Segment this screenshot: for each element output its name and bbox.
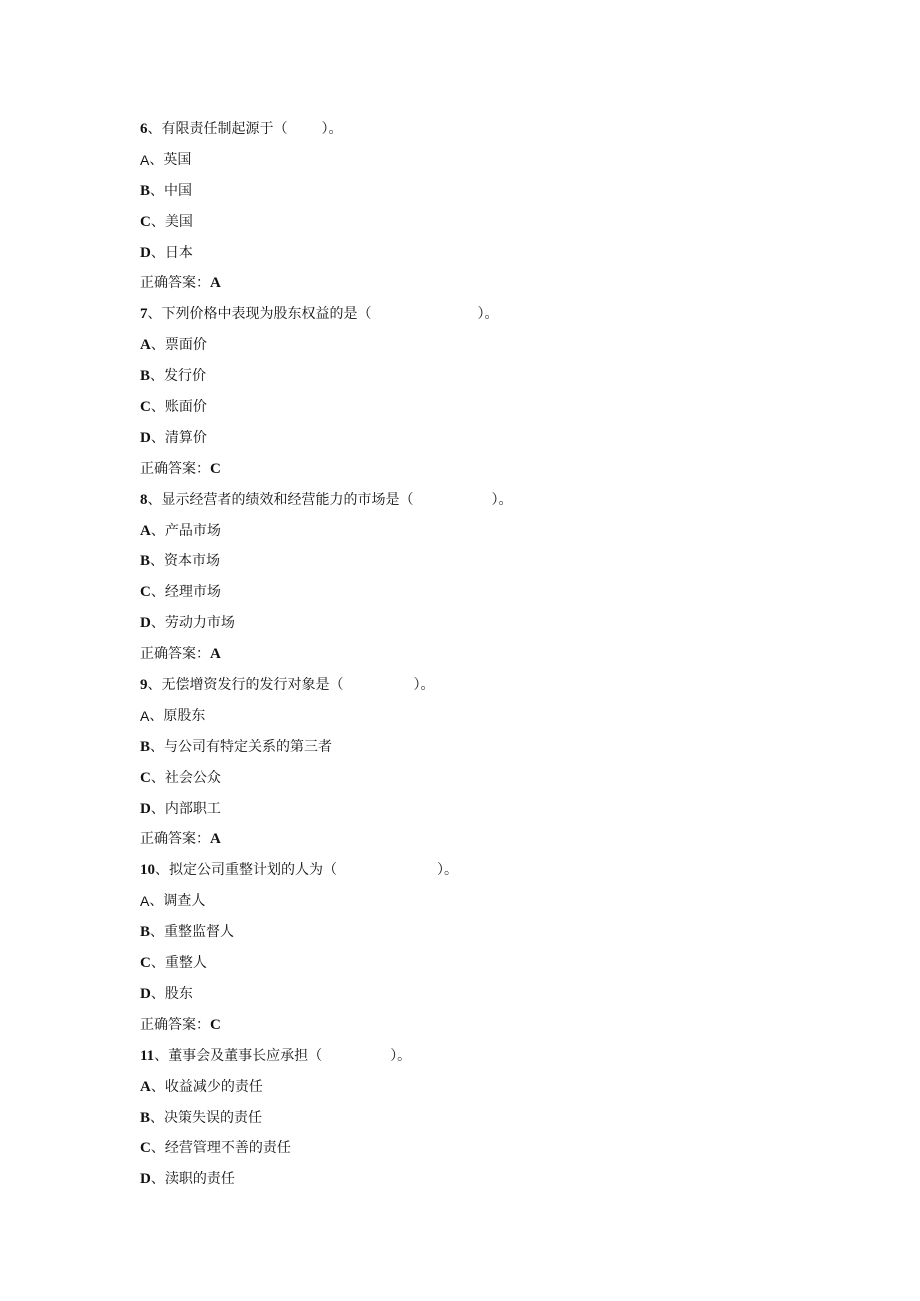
option-text: 、清算价 (150, 429, 207, 446)
option-letter: D (140, 244, 151, 261)
question-close: ）。 (321, 121, 343, 137)
option-text: 、发行价 (150, 368, 207, 385)
option-d (140, 423, 840, 454)
correct-answer (140, 824, 840, 855)
option-letter: D (140, 985, 151, 1002)
option-letter: C (140, 769, 151, 786)
option-text: 、重整监督人 (150, 924, 235, 941)
option-letter: D (140, 429, 151, 446)
option-letter: A (140, 151, 150, 168)
option-a (140, 145, 840, 176)
option-text: 、日本 (150, 244, 193, 261)
question-stem (140, 114, 840, 145)
correct-answer (140, 1010, 840, 1041)
question-stem (140, 855, 840, 886)
option-text: 、决策失误的责任 (150, 1109, 263, 1126)
option-text: 、产品市场 (150, 522, 221, 539)
option-letter: B (140, 738, 151, 755)
question-stem (140, 485, 840, 516)
option-a (140, 330, 840, 361)
option-c (140, 763, 840, 794)
option-letter: D (140, 800, 151, 817)
question-number: 8 (140, 491, 148, 508)
question-separator: 、 (147, 677, 162, 694)
answer-value: A (210, 646, 221, 663)
option-text: 、收益减少的责任 (150, 1078, 263, 1095)
question-text: 下列价格中表现为股东权益的是（ (161, 306, 372, 323)
option-text: 、账面价 (150, 399, 207, 416)
option-letter: C (140, 1140, 151, 1157)
option-b (140, 361, 840, 392)
option-letter: D (140, 1171, 151, 1188)
question-separator: 、 (147, 121, 162, 137)
question-separator: 、 (147, 491, 162, 508)
option-text: 、英国 (149, 151, 192, 168)
option-letter: B (140, 553, 151, 570)
question-text: 显示经营者的绩效和经营能力的市场是（ (161, 491, 414, 508)
answer-label: 正确答案： (140, 831, 210, 848)
question-number: 11 (140, 1047, 155, 1064)
option-b (140, 176, 840, 207)
answer-value: C (210, 460, 221, 477)
option-c (140, 1133, 840, 1164)
option-b (140, 917, 840, 948)
option-text: 、美国 (150, 213, 193, 230)
question-close: ）。 (477, 306, 499, 323)
question-close: ）。 (491, 491, 513, 508)
option-text: 、原股东 (149, 707, 206, 724)
option-c (140, 948, 840, 979)
question-separator: 、 (154, 1047, 169, 1064)
option-d (140, 979, 840, 1010)
answer-label: 正确答案： (140, 460, 210, 477)
answer-label: 正确答案： (140, 646, 210, 663)
option-c (140, 577, 840, 608)
question-stem (140, 670, 840, 701)
option-text: 、票面价 (150, 337, 207, 354)
option-text: 、与公司有特定关系的第三者 (150, 738, 333, 755)
answer-value: A (210, 831, 221, 848)
question-close: ）。 (437, 862, 458, 879)
correct-answer (140, 268, 840, 299)
question-text: 有限责任制起源于（ (161, 121, 288, 137)
answer-value: C (210, 1016, 221, 1033)
option-text: 、经营管理不善的责任 (150, 1140, 291, 1157)
option-letter: A (140, 893, 150, 910)
question-separator: 、 (155, 862, 169, 879)
option-a (140, 701, 840, 732)
option-letter: C (140, 584, 151, 601)
question-text: 拟定公司重整计划的人为（ (169, 862, 337, 879)
question-list (140, 114, 840, 1195)
option-letter: B (140, 182, 151, 199)
option-d (140, 794, 840, 825)
option-text: 、经理市场 (150, 584, 221, 601)
option-text: 、渎职的责任 (150, 1171, 235, 1188)
option-letter: B (140, 368, 151, 385)
option-letter: A (140, 707, 150, 724)
option-d (140, 1164, 840, 1195)
answer-label: 正确答案： (140, 275, 210, 292)
option-a (140, 1072, 840, 1103)
question-separator: 、 (147, 306, 162, 323)
option-d (140, 238, 840, 269)
option-text: 、社会公众 (150, 769, 221, 786)
answer-label: 正确答案： (140, 1016, 210, 1033)
option-a (140, 516, 840, 547)
option-text: 、股东 (150, 985, 193, 1002)
question-number: 7 (140, 306, 148, 323)
option-text: 、重整人 (150, 955, 207, 972)
option-text: 、中国 (150, 182, 193, 199)
option-text: 、资本市场 (150, 553, 221, 570)
question-close: ）。 (413, 677, 435, 694)
option-c (140, 207, 840, 238)
option-d (140, 608, 840, 639)
question-text: 无偿增资发行的发行对象是（ (161, 677, 344, 694)
option-letter: C (140, 955, 151, 972)
option-c (140, 392, 840, 423)
option-b (140, 1103, 840, 1134)
option-letter: A (140, 337, 151, 354)
correct-answer (140, 639, 840, 670)
question-stem (140, 1041, 840, 1072)
question-number: 10 (140, 862, 155, 879)
option-letter: A (140, 522, 151, 539)
option-b (140, 546, 840, 577)
question-close: ）。 (390, 1047, 412, 1064)
option-text: 、调查人 (149, 893, 206, 910)
correct-answer (140, 454, 840, 485)
option-letter: B (140, 924, 151, 941)
option-a (140, 886, 840, 917)
option-letter: B (140, 1109, 151, 1126)
question-number: 9 (140, 677, 148, 694)
question-number: 6 (140, 121, 148, 137)
question-stem (140, 299, 840, 330)
option-letter: C (140, 399, 151, 416)
question-text: 董事会及董事长应承担（ (168, 1047, 323, 1064)
option-letter: A (140, 1078, 151, 1095)
option-text: 、劳动力市场 (150, 615, 235, 632)
answer-value: A (210, 275, 221, 292)
option-letter: C (140, 213, 151, 230)
option-letter: D (140, 615, 151, 632)
option-text: 、内部职工 (150, 800, 221, 817)
option-b (140, 732, 840, 763)
